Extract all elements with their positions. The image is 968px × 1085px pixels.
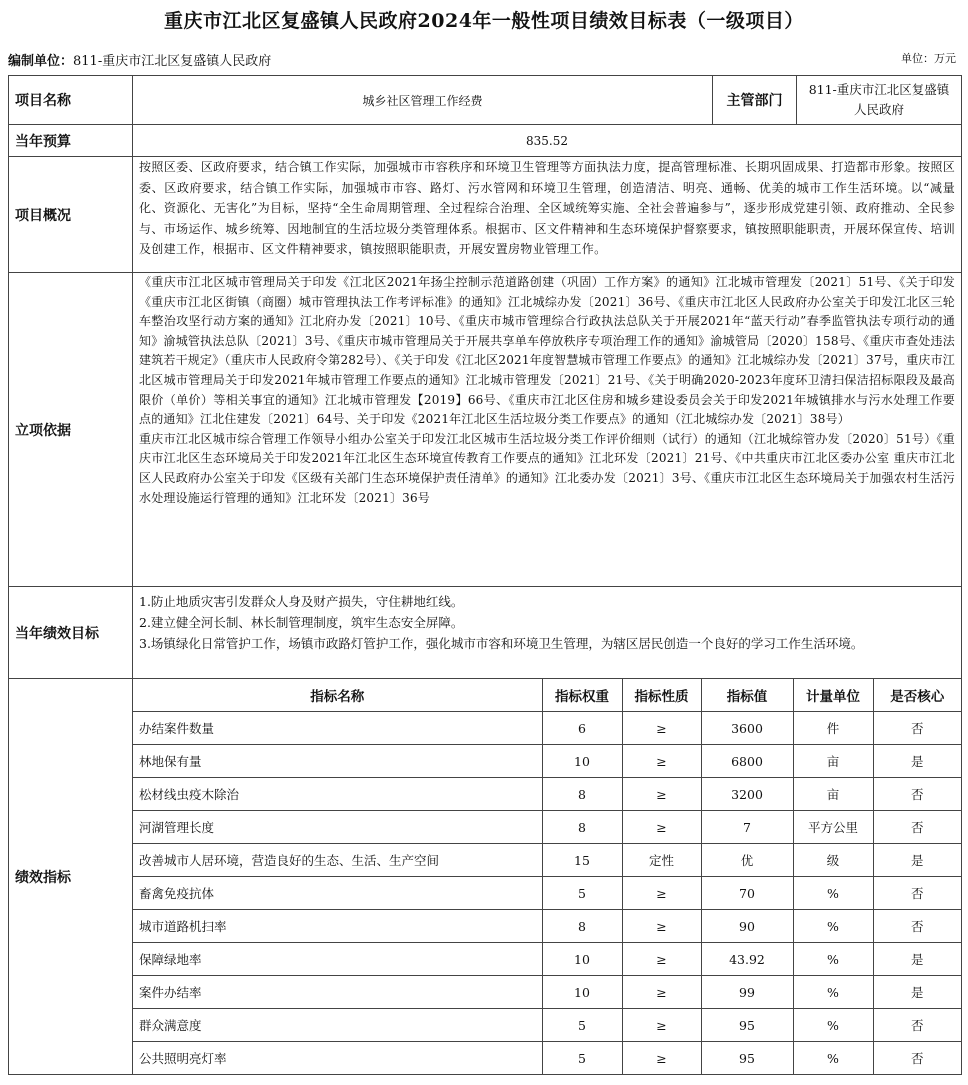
table-row [133,745,961,778]
indicator-weight: 5 [542,877,622,910]
indicator-table [133,679,961,1074]
basis-paragraph-1: 《重庆市江北区城市管理局关于印发《江北区2021年扬尘控制示范道路创建（巩固）工作方案》的通知》江北城市管理发〔2021〕51号、《关于印发《重庆市江北区街镇（商圈）城市管理执法工作考评标准》的通知》江北城综办发〔2021〕36号、《重庆市江北区人民政府办公室关于印发江北区三轮车整治攻坚行动方案的通知》江北府办发〔2021〕10号、《重庆市城市管理综合行政执法总队关于开展2021年“蓝天行动”春季监管执法专项行动的通知》渝城管执法总队〔2021〕3号、《重庆市城市管理局关于开展共享单车停放秩序专项治理工作的通知》渝城管局〔2020〕158号、《重庆市查处违法建筑若干规定》（重庆市人民政府令第282号）、《关于印发《江北区2021年度智慧城市管理工作要点》的通知》江北城综办发〔2021〕37号，重庆市江北区城市管理局关于印发2021年城市管理工作要点的通知》江北城市管理发〔2021〕21号、《关于明确2020-2023年度环卫清扫保洁招标限段及最高限价（单价）等相关事宜的通知》江北城市管理发【2019】66号、《重庆市江北区住房和城乡建设委员会关于印发2021年城镇排水与污水处理工作要点的通知》江北住建发〔2021〕64号、关于印发《2021年江北区生活垃圾分类工作要点》的通知（江北城综办发〔2021〕38号） [139,275,955,427]
indicator-unit: 级 [793,844,873,877]
indicator-name: 办结案件数量 [133,712,542,745]
header-core: 是否核心 [873,679,961,712]
basis-text [133,273,961,585]
indicator-nature: ≥ [622,778,701,811]
indicator-nature: ≥ [622,811,701,844]
indicator-weight: 10 [542,943,622,976]
indicator-nature: ≥ [622,943,701,976]
indicator-name: 林地保有量 [133,745,542,778]
budget-label: 当年预算 [9,125,133,157]
indicator-nature: 定性 [622,844,701,877]
indicator-value: 7 [701,811,793,844]
header-unit: 计量单位 [793,679,873,712]
table-row [133,943,961,976]
indicator-name: 松材线虫疫木除治 [133,778,542,811]
indicator-nature: ≥ [622,976,701,1009]
indicator-core: 否 [873,1042,961,1075]
project-name-label: 项目名称 [9,76,133,125]
indicator-core: 否 [873,1009,961,1042]
indicator-name: 保障绿地率 [133,943,542,976]
indicator-nature: ≥ [622,910,701,943]
indicator-name: 城市道路机扫率 [133,910,542,943]
table-row [133,910,961,943]
table-row [133,811,961,844]
indicator-unit: 件 [793,712,873,745]
goal-item: 1.防止地质灾害引发群众人身及财产损失，守住耕地红线。 [139,594,464,609]
indicator-nature: ≥ [622,1009,701,1042]
indicator-value: 6800 [701,745,793,778]
unit-label: 单位：万元 [901,52,956,65]
goal-item: 3.场镇绿化日常管护工作，场镇市政路灯管护工作，强化城市市容和环境卫生管理，为辖区居民创造一个良好的学习工作生活环境。 [139,636,864,651]
table-row [133,1009,961,1042]
table-row [133,778,961,811]
dept-label: 主管部门 [713,76,797,125]
header-value: 指标值 [701,679,793,712]
overview-label: 项目概况 [9,157,133,273]
indicator-weight: 15 [542,844,622,877]
goal-label: 当年绩效目标 [9,587,133,679]
performance-table [8,75,962,1075]
indicator-value: 90 [701,910,793,943]
indicator-core: 是 [873,844,961,877]
indicator-core: 否 [873,811,961,844]
dept-value: 811-重庆市江北区复盛镇人民政府 [797,76,962,125]
indicator-name: 河湖管理长度 [133,811,542,844]
indicator-nature: ≥ [622,745,701,778]
indicator-weight: 8 [542,811,622,844]
goal-item: 2.建立健全河长制、林长制管理制度，筑牢生态安全屏障。 [139,615,464,630]
indicator-value: 优 [701,844,793,877]
indicator-weight: 10 [542,976,622,1009]
header-nature: 指标性质 [622,679,701,712]
indicator-unit: % [793,943,873,976]
indicator-value: 43.92 [701,943,793,976]
overview-text: 按照区委、区政府要求，结合镇工作实际，加强城市市容秩序和环境卫生管理等方面执法力度，提高管理标准、长期巩固成果、打造都市形象。按照区委、区政府要求，结合镇工作实际，加强城市市容、路灯、污水管网和环境卫生管理，创造清洁、明亮、通畅、优美的城市工作生活环境。以“减量化、资源化、无害化”为目标，坚持“全生命周期管理、全过程综合治理、全区域统筹实施、全社会普遍参与”，逐步形成党建引领、政府推动、全民参与、市场运作、城乡统筹、因地制宜的生活垃圾分类管理体系。根据市、区文件精神和生态环境保护督察要求，镇按照职能职责，开展环保宣传、培训及创建工作，根据市、区文件精神要求，镇按照职能职责，开展安置房物业管理工作。 [139,160,955,256]
indicator-unit: % [793,976,873,1009]
budget-value: 835.52 [133,125,962,157]
indicator-name: 公共照明亮灯率 [133,1042,542,1075]
indicator-value: 70 [701,877,793,910]
basis-label: 立项依据 [9,273,133,587]
table-row [133,844,961,877]
indicator-weight: 5 [542,1009,622,1042]
indicator-value: 99 [701,976,793,1009]
table-row [133,712,961,745]
project-name-value: 城乡社区管理工作经费 [133,76,713,125]
indicator-unit: % [793,1009,873,1042]
header-indicator-name: 指标名称 [133,679,542,712]
indicator-weight: 5 [542,1042,622,1075]
indicator-unit: 平方公里 [793,811,873,844]
indicator-core: 否 [873,877,961,910]
indicator-weight: 6 [542,712,622,745]
indicator-unit: 亩 [793,745,873,778]
indicator-unit: % [793,1042,873,1075]
indicator-name: 畜禽免疫抗体 [133,877,542,910]
indicator-nature: ≥ [622,1042,701,1075]
indicator-nature: ≥ [622,712,701,745]
subheader [8,50,960,70]
indicator-core: 是 [873,943,961,976]
indicator-unit: 亩 [793,778,873,811]
indicator-unit: % [793,910,873,943]
indicator-core: 是 [873,745,961,778]
org-value: 811-重庆市江北区复盛镇人民政府 [73,54,272,69]
indicator-nature: ≥ [622,877,701,910]
basis-paragraph-2: 重庆市江北区城市综合管理工作领导小组办公室关于印发江北区城市生活垃圾分类工作评价细则（试行）的通知（江北城综管办发〔2020〕51号）《重庆市江北区生态环境局关于印发2021年江北区生态环境宣传教育工作要点的通知》江北环发〔2021〕21号、《中共重庆市江北区委办公室 重庆市江北区人民政府办公室关于印发《区级有关部门生态环境保护责任清单》的通知》江北委办发〔2021〕3号、《重庆市江北区生态环境局关于加强农村生活污水处理设施运行管理的通知》江北环发〔2021〕36号 [139,431,955,505]
indicator-name: 案件办结率 [133,976,542,1009]
table-row [133,877,961,910]
indicators-label: 绩效指标 [9,679,133,1075]
indicator-core: 否 [873,712,961,745]
indicator-unit: % [793,877,873,910]
indicator-weight: 8 [542,778,622,811]
indicator-core: 否 [873,778,961,811]
goal-list [133,587,962,679]
indicator-value: 95 [701,1042,793,1075]
table-row [133,1042,961,1075]
indicator-value: 3200 [701,778,793,811]
indicator-weight: 8 [542,910,622,943]
indicator-name: 群众满意度 [133,1009,542,1042]
header-weight: 指标权重 [542,679,622,712]
org-label: 编制单位： [8,54,74,69]
indicator-core: 是 [873,976,961,1009]
indicator-value: 95 [701,1009,793,1042]
indicator-weight: 10 [542,745,622,778]
indicator-name: 改善城市人居环境，营造良好的生态、生活、生产空间 [133,844,542,877]
indicator-core: 否 [873,910,961,943]
page-title: 重庆市江北区复盛镇人民政府2024年一般性项目绩效目标表（一级项目） [164,10,804,32]
table-row [133,976,961,1009]
indicator-value: 3600 [701,712,793,745]
